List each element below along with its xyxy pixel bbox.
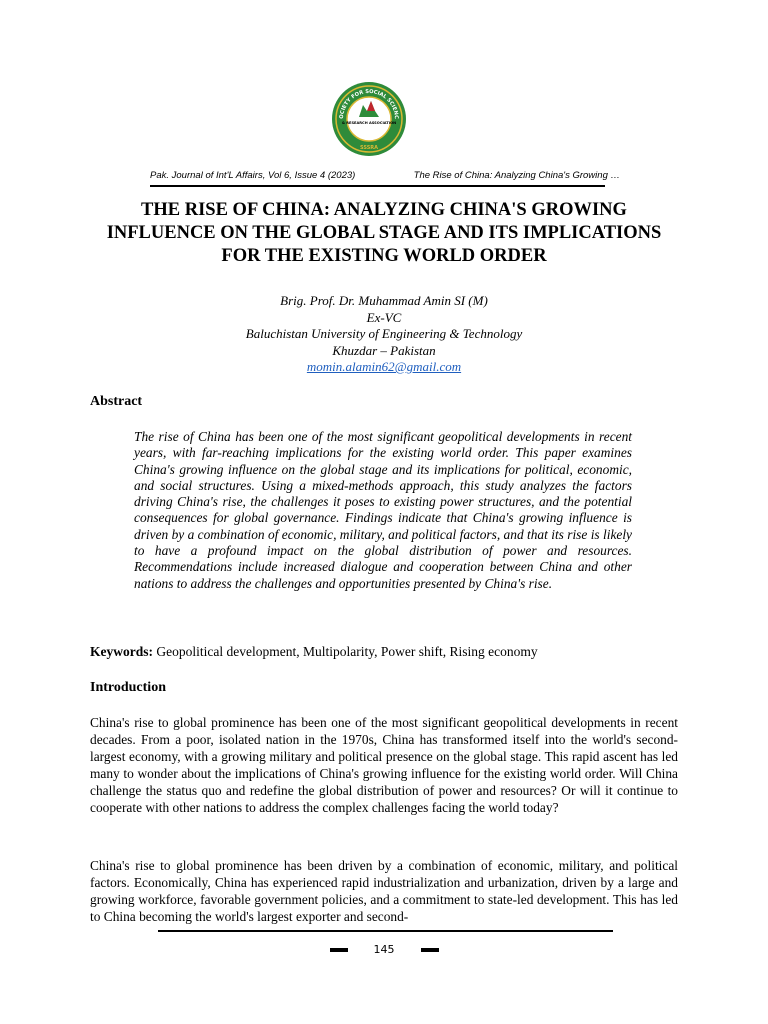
author-name: Brig. Prof. Dr. Muhammad Amin SI (M)	[280, 293, 488, 308]
intro-paragraph-1: China's rise to global prominence has been one of the most significant geopolitical developments in recent decades. From a poor, isolated nation in the 1970s, China has transformed itself into the world's second-largest economy, with a growing military and political presence on the global stage. This rapid ascent has led many to wonder about the implications of China's growing influence for the existing world order. Will China challenge the status quo and redefine the global distribution of power and resources? Or will it continue to cooperate with other nations to address the complex challenges facing the world today?	[90, 715, 678, 815]
journal-logo	[331, 81, 407, 157]
introduction-heading: Introduction	[90, 680, 166, 695]
page-number: 145	[373, 943, 395, 956]
author-location: Khuzdar – Pakistan	[332, 342, 436, 358]
footer-dash-right	[421, 948, 439, 952]
intro-paragraph-2: China's rise to global prominence has been driven by a combination of economic, military, and political factors. Economically, China has experienced rapid industrialization and urbanization, driven by a large and growing workforce, favorable government policies, and a commitment to state-led development. This has led to China becoming the world's largest exporter and second-	[90, 858, 678, 924]
page-footer	[0, 943, 768, 956]
paper-title: THE RISE OF CHINA: ANALYZING CHINA'S GROWING INFLUENCE ON THE GLOBAL STAGE AND ITS IMPLICATIONS FOR THE EXISTING WORLD ORDER	[106, 200, 662, 266]
logo-mid-text: & RESEARCH ASSOCIATION	[341, 121, 397, 125]
logo-bottom-text: SSSRA	[359, 145, 379, 151]
keywords-text: Geopolitical development, Multipolarity, Power shift, Rising economy	[156, 644, 538, 659]
journal-citation: Pak. Journal of Int'L Affairs, Vol 6, Issue 4 (2023)	[150, 170, 356, 181]
header-rule	[150, 185, 605, 187]
abstract-heading: Abstract	[90, 394, 143, 409]
author-affiliation: Baluchistan University of Engineering & Technology	[245, 326, 523, 341]
keywords-label: Keywords:	[90, 644, 153, 659]
author-role: Ex-VC	[366, 309, 402, 325]
footer-rule	[158, 930, 613, 932]
abstract-text: The rise of China has been one of the most significant geopolitical developments in recent years, with far-reaching implications for the existing world order. This paper examines China's growing influence on the global stage and its implications for political, economic, and social structures. Using a mixed-methods approach, this study analyzes the factors driving China's rise, the challenges it poses to existing power structures, and the potential consequences for global governance. Findings indicate that China's growing influence is driven by a combination of economic, military, and political factors, and that its rise is likely to have a profound impact on the global distribution of power and resources. Recommendations include increased dialogue and cooperation between China and other nations to address the challenges and opportunities presented by China's rise.	[134, 429, 632, 591]
running-short-title: The Rise of China: Analyzing China's Growing …	[413, 170, 620, 181]
author-block	[90, 293, 678, 376]
author-email-link[interactable]: momin.alamin62@gmail.com	[306, 359, 462, 374]
keywords	[90, 644, 678, 660]
logo-arc-text: OCIETY FOR SOCIAL SCIENC	[338, 88, 400, 120]
footer-dash-left	[330, 948, 348, 952]
running-header	[150, 170, 620, 181]
